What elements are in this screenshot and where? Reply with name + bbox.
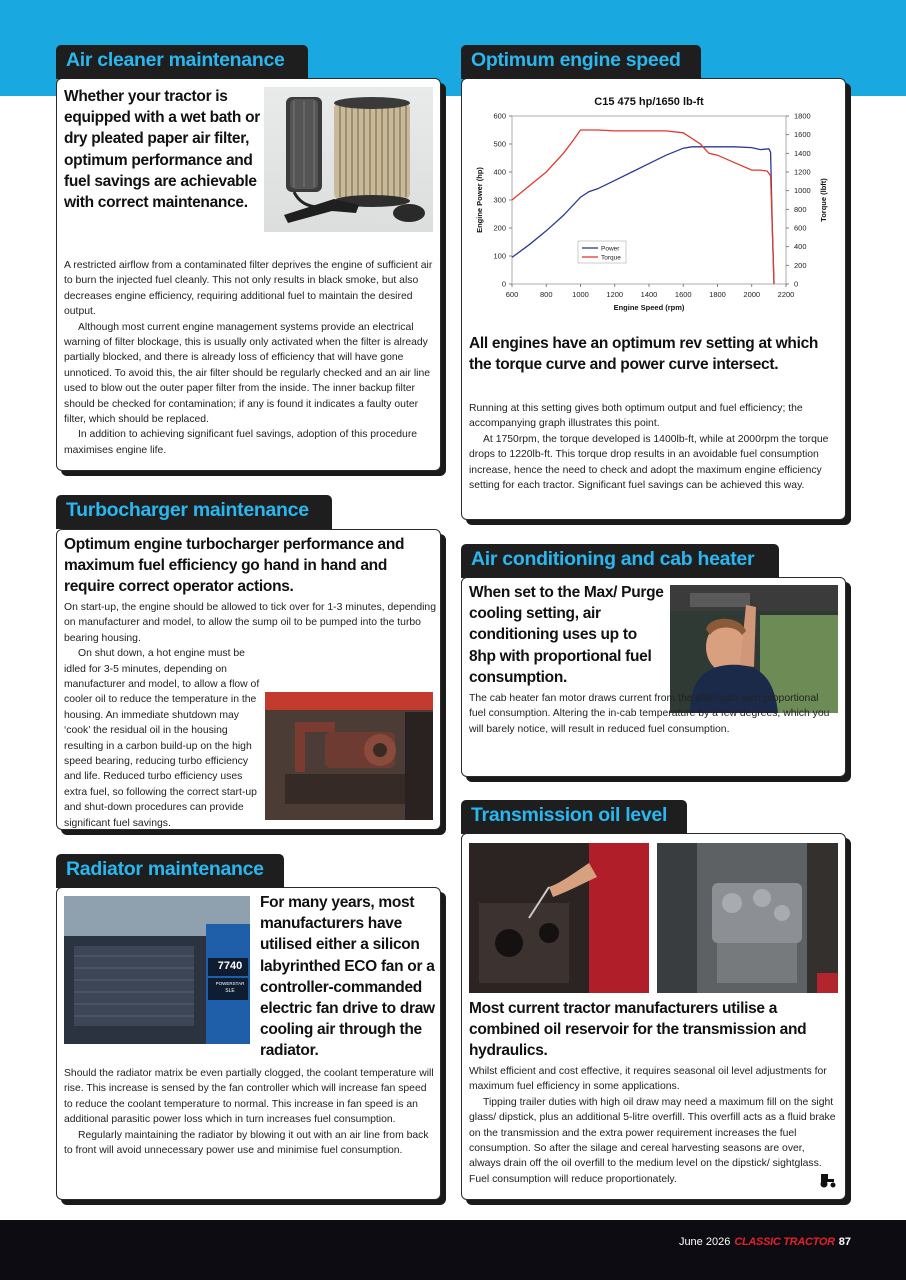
radiator-model-sub1: POWERSTAR — [215, 981, 245, 986]
x-tick-label: 600 — [505, 290, 519, 299]
y-tick-label: 0 — [501, 279, 506, 289]
footer-date: June 2026 — [678, 1236, 731, 1248]
engine-speed-lead: All engines have an optimum rev setting at which the torque curve and power curve intersect. — [469, 335, 819, 374]
x-tick-label: 2200 — [777, 290, 795, 299]
footer-page-number: 87 — [838, 1236, 851, 1248]
y-tick-label: 600 — [493, 111, 506, 121]
radiator-model-badge: 7740 — [217, 960, 243, 972]
y2-tick-label: 1800 — [794, 111, 811, 121]
radiator-paragraph-1: Should the radiator matrix be even partially clogged, the coolant temperature will rise. This increase is sensed by the fan controller which will increase fan speed to reduce the coolant temperature to normal. This increase in fan speed is an additional parasitic power loss which in turn increases fuel consumption. — [64, 1068, 434, 1126]
engine-speed-paragraph-1: Running at this setting gives both optimum output and fuel efficiency; the accompanying graph illustrates this point. — [469, 403, 803, 430]
turbo-lead: Optimum engine turbocharger performance and maximum fuel efficiency go hand in hand and require correct operator actions. — [64, 536, 405, 596]
engine-speed-paragraph-2: At 1750rpm, the torque developed is 1400lb-ft, while at 2000rpm the torque drops to 1220lb-ft. This torque drop results in an avoidable fuel consumption increase, hence the need to check and adopt the maximum engine efficiency setting for each tractor. Significant fuel savings can be achieved this way. — [469, 433, 829, 492]
transmission-illustration — [657, 843, 838, 993]
y2-tick-label: 1400 — [794, 148, 811, 158]
turbo-paragraph-2-text: On shut down, a hot engine must be idled for 3-5 minutes, depending on manufacturer and model, to allow a flow of cooler oil to reduce the temperature in the housing. An immediate shutdown may ‘cook’ the residual oil in the housing resulting in a carbon build-up on the high speed bearing, reducing turbo efficiency and life. Reduced turbo efficiency uses extra fuel, so following the correct start-up and shut-down procedures can provide significant fuel savings. — [64, 648, 260, 829]
transmission-body — [469, 1064, 837, 1187]
radiator-tractor-photo — [64, 896, 250, 1044]
y2-tick-label: 1200 — [794, 167, 811, 177]
turbo-title: Turbocharger maintenance — [66, 499, 309, 521]
aircon-paragraph-1: The cab heater fan motor draws current from the alternator with proportional fuel consumption. Altering the in-cab temperature by a few degrees, which you will barely notice, will result in reduced fuel consumption. — [469, 693, 830, 735]
air-cleaner-paragraph-3: In addition to achieving significant fuel savings, adoption of this procedure maximises engine life. — [64, 429, 418, 456]
transmission-paragraph-2: Tipping trailer duties with high oil draw may need a maximum fill on the sight glass/ dipstick, plus an additional 5-litre overfill. This overfill acts as a fluid brake on the transmission and the extra power requirement increases the fuel consumption. So after the silage and cereal harvesting seasons are over, always drain off the oil overfill to the medium level on the dipstick/ sightglass. Fuel consumption will reduce proportionately. — [469, 1096, 836, 1185]
y2-tick-label: 800 — [794, 204, 807, 214]
y2-tick-label: 1600 — [794, 130, 811, 140]
y-tick-label: 500 — [493, 139, 506, 149]
aircon-title: Air conditioning and cab heater — [471, 548, 755, 570]
dipstick-illustration — [469, 843, 649, 993]
x-tick-label: 1200 — [606, 290, 624, 299]
x-tick-label: 1400 — [640, 290, 658, 299]
air-filter-photo — [264, 87, 433, 232]
radiator-paragraph-2: Regularly maintaining the radiator by blowing it out with an air line from back to front will avoid unnecessary power use and minimise fuel consumption. — [64, 1129, 429, 1157]
y2-tick-label: 1000 — [794, 186, 811, 196]
x-tick-label: 1600 — [674, 290, 692, 299]
turbo-tab — [56, 495, 332, 529]
x-tick-label: 2000 — [743, 290, 761, 299]
footer-bar — [0, 1220, 906, 1280]
dipstick-photo — [469, 843, 649, 993]
radiator-tab — [56, 854, 284, 888]
engine-chart — [468, 88, 839, 326]
y2-tick-label: 600 — [794, 223, 807, 233]
air-cleaner-lead: Whether your tractor is equipped with a wet bath or dry pleated paper air filter, optimum performance and fuel savings are achievable with correct maintenance. — [64, 88, 260, 212]
air-cleaner-body — [64, 258, 436, 458]
radiator-title: Radiator maintenance — [66, 858, 264, 880]
legend-label-power: Power — [601, 245, 620, 253]
x-axis-label: Engine Speed (rpm) — [613, 303, 685, 312]
radiator-lead: For many years, most manufacturers have utilised either a silicon labyrinthed ECO fan or a controller-commanded electric fan drive to draw cooling air through the radiator. — [260, 894, 435, 1060]
aircon-tab — [461, 544, 779, 578]
air-filter-illustration — [264, 87, 433, 232]
air-cleaner-title: Air cleaner maintenance — [66, 49, 285, 71]
transmission-lead: Most current tractor manufacturers utilise a combined oil reservoir for the transmission and hydraulics. — [469, 1000, 807, 1060]
radiator-body — [64, 1066, 436, 1158]
transmission-tab — [461, 800, 687, 834]
chart-title: C15 475 hp/1650 lb-ft — [594, 96, 704, 108]
y2-axis-label: Torque (lbft) — [819, 178, 828, 222]
engine-speed-tab — [461, 45, 701, 79]
footer-text — [679, 1236, 851, 1248]
y-tick-label: 100 — [493, 251, 506, 261]
turbo-body — [64, 600, 436, 831]
tractor-end-icon — [818, 1172, 838, 1188]
x-tick-label: 800 — [539, 290, 553, 299]
y-tick-label: 200 — [493, 223, 506, 233]
transmission-paragraph-1: Whilst efficient and cost effective, it requires seasonal oil level adjustments for maximum fuel efficiency in some applications. — [469, 1066, 827, 1093]
air-cleaner-tab — [56, 45, 308, 79]
y2-tick-label: 0 — [794, 279, 799, 289]
aircon-lead: When set to the Max/ Purge cooling setting, air conditioning uses up to 8hp with proportional fuel consumption. — [469, 584, 664, 686]
radiator-model-sub2: SLE — [225, 988, 235, 994]
y-axis-label: Engine Power (hp) — [475, 167, 484, 233]
x-tick-label: 1800 — [709, 290, 726, 299]
turbo-paragraph-2 — [64, 646, 436, 831]
legend-label-torque: Torque — [601, 254, 621, 262]
y2-tick-label: 400 — [794, 242, 807, 252]
air-cleaner-paragraph-1: A restricted airflow from a contaminated filter deprives the engine of sufficient air to burn the injected fuel cleanly. This not only results in black smoke, but also decreases engine efficiency, requiring additional fuel to maintain the desired output. — [64, 260, 433, 318]
y-tick-label: 300 — [493, 195, 506, 205]
transmission-title: Transmission oil level — [471, 804, 668, 826]
turbo-paragraph-1: On start-up, the engine should be allowed to tick over for 1-3 minutes, depending on manufacturer and model, to allow the sump oil to be pumped into the turbo bearing housing. — [64, 602, 436, 644]
y2-tick-label: 200 — [794, 260, 807, 270]
y-tick-label: 400 — [493, 167, 506, 177]
engine-chart-svg — [468, 88, 839, 326]
transmission-photo — [657, 843, 838, 993]
footer-magazine: CLASSIC TRACTOR — [734, 1236, 835, 1248]
x-tick-label: 1000 — [572, 290, 589, 299]
air-cleaner-paragraph-2: Although most current engine management systems provide an electrical warning of filter blockage, this is usually only activated when the filter is already partially blocked, and there is already loss of efficiency that will have gone unnoticed. To avoid this, the air filter should be regularly checked and an air line used to blow out the outer paper filter from the inside. The inner backup filter should be checked for contamination; if any is found it indicates a faulty outer filter, which should be replaced. — [64, 321, 431, 426]
engine-speed-body — [469, 401, 837, 493]
aircon-body — [469, 691, 837, 737]
engine-speed-title: Optimum engine speed — [471, 49, 681, 71]
